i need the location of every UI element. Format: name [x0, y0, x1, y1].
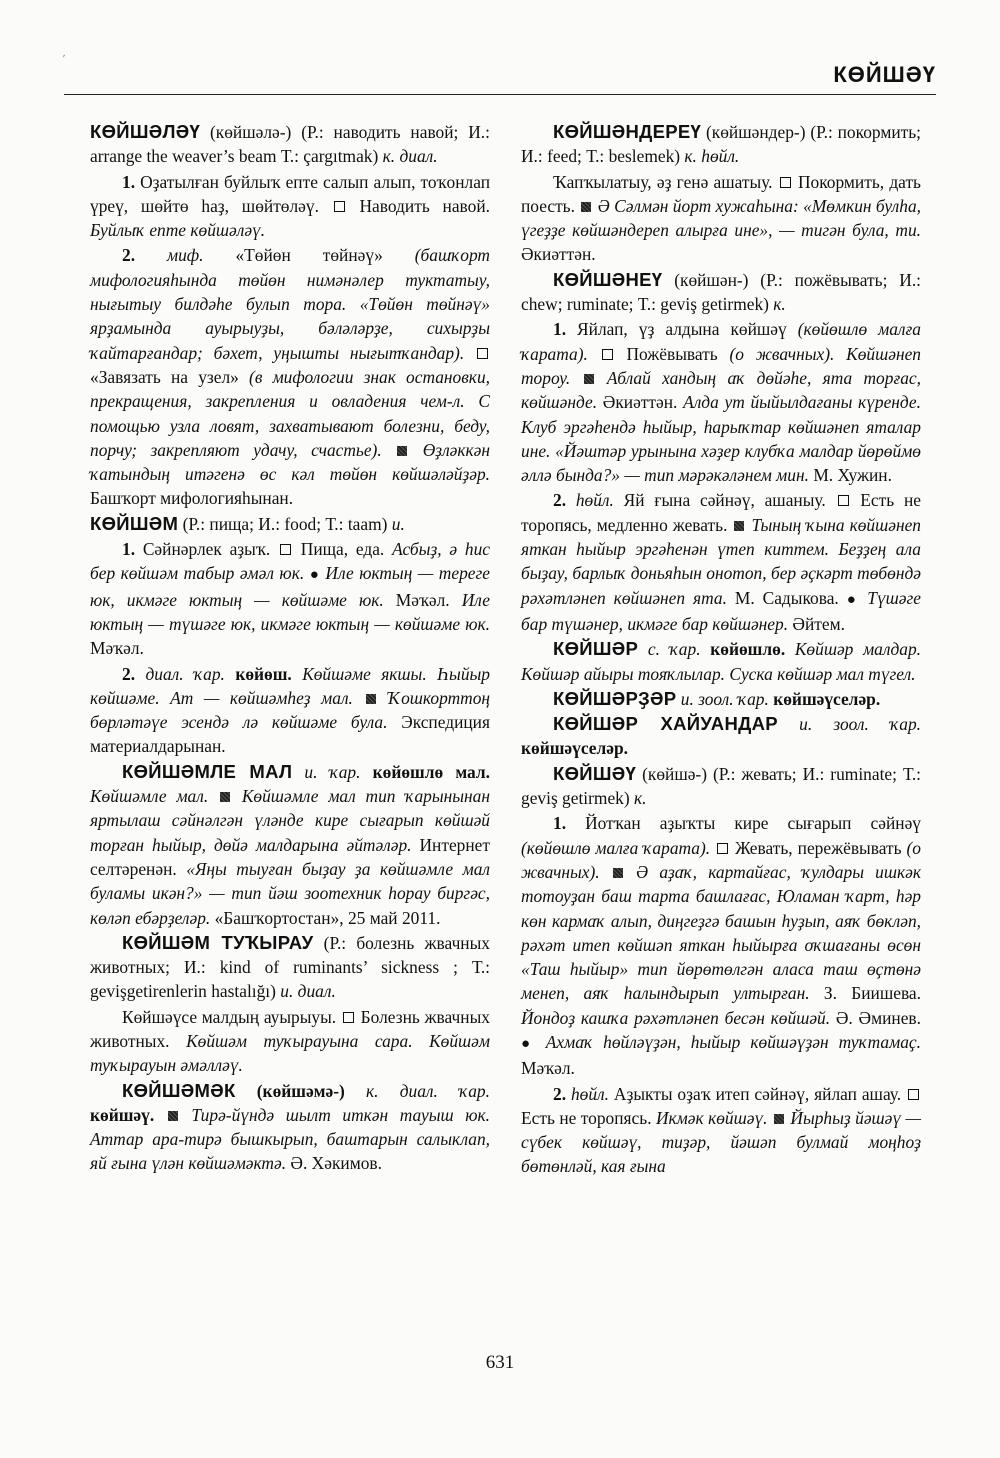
sense-1: 1. Сәйнәрлек аҙыҡ. Пища, еда. Асбыҙ, ә һис бер көйшәм табыр әмәл юк. ● Иле юктың — тереге юк, икмәге юктың — көйшәме юк. Мәҡәл. Иле юктың — түшәге юк, икмәге юктың — көйшәме юк. Мәҡәл. [90, 539, 491, 659]
square-icon [780, 177, 791, 188]
bullet-icon: ● [309, 567, 320, 584]
black-square-icon [774, 1114, 784, 1124]
page-number: 631 [485, 1352, 515, 1373]
left-column [90, 120, 490, 1177]
black-square-icon [397, 446, 407, 456]
sense-1: 1. Яйлап, үҙ алдына көйшәү (көйөшлө малға ҡарата). Пожёвывать (о жвачных). Көйшәнеп тороу. Аблай хандың аҡ дөйәһе, ята торғас, көйшәнде. Әкиәттән. Алда ут йыйылдағаны күренде. Клуб эргәһендә һыйыр, һарыҡтар көйшәнеп яталар ине. «Йәштәр урынына хәҙер клубҡа малдар йөрөймө әллә бында?» — тип мәрәкәләнем мин. М. Хужин. [521, 319, 921, 486]
sense-2: 2. миф. «Төйөн төйнәү» (башҡорт мифологияһында төйөн нимәнәлер туктатыу, нығытыу билдәһе булып тора. «Төйөн төйнәү» ярҙамында ауырыуҙы, бәләләрҙе, сихырҙы ҡайтарғандар; бәхет, уңышты нығытҡандар). «Завязать на узел» (в мифологии знак остановки, прекращения, закрепления и овладения чем-л. С помощью узла ловят, захватывают болезни, беду, порчу; закрепляют удачу, счастье). Өҙләккән ҡатындың итәгенә өс кәл төйөн көйшәләйҙәр. Башҡорт мифологияһынан. [90, 245, 490, 509]
sense-2: 2. диал. ҡар. көйөш. Көйшәме якшы. Һыйыр көйшәме. Ат — көйшәмһеҙ мал. Ҡошкорттоң бөрләтәүе эсендә лә көйшәме була. Экспедиция материалдарынан. [90, 663, 491, 757]
bullet-icon: ● [521, 1035, 536, 1052]
headword: КӨЙШӘР ХАЙУАНДАР [553, 713, 778, 735]
headword: КӨЙШӘР [553, 638, 639, 660]
black-square-icon [168, 1111, 178, 1121]
square-icon [602, 349, 613, 360]
square-icon [334, 201, 345, 212]
corner-mark: ´ [60, 52, 71, 67]
square-icon [838, 495, 849, 506]
entry-koyshamle-mal: КӨЙШӘМЛЕ МАЛ и. ҡар. көйөшлө мал. Көйшәмле мал. Көйшәмле мал тип ҡарынынан яртылаш сәйнәлгән үләнде кире сығарып көйшәй торған һыйыр, дөйә малдарына әйтәләр. Интернет селтәренән. «Яңы тыуған быҙау ҙа көйшәмле мал буламы икән?» — тип йәш зоотехник һорау биргәс, көләп ебәрҙеләр. «Башҡортостан», 25 май 2011. [90, 760, 491, 928]
black-square-icon [220, 792, 230, 802]
running-head: КӨЙШӘҮ [64, 62, 936, 95]
entry-koysham-tukyrau: КӨЙШӘМ ТУҠЫРАУ (Р.: болезнь жвачных животных; И.: kind of ruminants’ sickness ; Т.: gevişgetirenlerin hastalığı) и. диал. [90, 931, 490, 1002]
entry-koysham: КӨЙШӘМ (Р.: пища; И.: food; Т.: taam) и. [90, 512, 405, 534]
square-icon [717, 843, 728, 854]
entry-koyshaneu: КӨЙШӘНЕҮ (көйшән-) (Р.: пожёвывать; И.: chew; ruminate; Т.: geviş getirmek) к. [521, 268, 921, 315]
entry-koysharzar: КӨЙШӘРҘӘР и. зоол. ҡар. көйшәүселәр. [553, 687, 881, 709]
headword: КӨЙШӘНЕҮ [553, 268, 663, 290]
sense-2: 2. һөйл. Яй ғына сәйнәү, ашаныу. Есть не торопясь, медленно жевать. Тының ҡына көйшәнеп яткан һыйыр эргәһенән үтеп киттем. Беҙҙең ала быҙау, барлыҡ доньяһын онотоп, бер әҫкәрт төбөндә рәхәтләнеп көйшәнеп ята. М. Садыкова. ● Түшәге бар түшәнер, икмәге бар көйшәнер. Әйтем. [521, 490, 922, 634]
entry-koyshalau: КӨЙШӘЛӘҮ (көйшәлә-) (Р.: наводить навой; И.: arrange the weaver’s beam Т.: çargıtmak) к. диал. [90, 121, 490, 167]
headword: КӨЙШӘРҘӘР [553, 687, 677, 709]
black-square-icon [584, 374, 594, 384]
headword: КӨЙШӘҮ [553, 762, 637, 784]
square-icon [477, 348, 488, 359]
entry-koyshar: КӨЙШӘР с. ҡар. көйөшлө. Көйшәр малдар. Көйшәр айыры тояҡлылар. Суска көйшәр мал түгел. [521, 638, 921, 684]
entry-koyshamak: КӨЙШӘМӘК (көйшәмә-) к. диал. ҡар. көйшәү. Тирә-йүндә шылт иткән тауыш юк. Аттар ара-тирә бышкырып, баштарын салыклап, яй ғына үлән көйшәмәктә. Ә. Хәкимов. [90, 1079, 490, 1174]
sense-1: 1. Оҙатылған буйлыҡ епте салып алып, тоҡонлап үреү, шөйтө һаҙ, шөйтөләү. Наводить навой. Буйлыҡ епте көйшәләү. [90, 171, 490, 241]
square-icon [343, 1012, 354, 1023]
headword: КӨЙШӘНДЕРЕҮ [553, 121, 702, 142]
square-icon [280, 544, 291, 555]
entry-koyshau: КӨЙШӘҮ (көйшә-) (Р.: жевать; И.: ruminate; Т.: geviş getirmek) к. [521, 762, 921, 809]
sense-1: 1. Йотҡан аҙыҡты кире сығарып сәйнәү (көйөшлө малға ҡарата). Жевать, пережёвывать (о жвачных). Ә аҙаҡ, картайғас, ҡулдары ишкәк тотоуҙан баш тарта башлағас, Юламан ҡарт, һәр көн кармаҡ алып, диңгеҙгә башын һуҙып, аяҡ бөкләп, рәхәт итеп көйшәп яткан һыйырға оҡшағаны өсөн «Таш һыйыр» тип йөрөтөлгән аласа таш өҫтөнә менеп, аяҡ һалындырып ултырған. З. Биишева. Йондоҙ кашҡа рәхәтләнеп бесән көйшәй. Ә. Әминев. ● Ахмаҡ һөйләүҙән, һыйыр көйшәүҙән туҡтамаҫ. Мәҡәл. [521, 813, 921, 1079]
headword: КӨЙШӘМ ТУҠЫРАУ [122, 931, 314, 953]
black-square-icon [734, 521, 744, 531]
black-square-icon [581, 202, 591, 212]
entry-koyshanderau: КӨЙШӘНДЕРЕҮ (көйшәндер-) (Р.: покормить; И.: feed; Т.: beslemek) к. һөйл. [521, 121, 921, 167]
headword: КӨЙШӘЛӘҮ [90, 121, 201, 142]
square-icon [908, 1089, 919, 1100]
headword: КӨЙШӘМӘК [122, 1079, 236, 1101]
entry-koyshar-khaiuandar: КӨЙШӘР ХАЙУАНДАР и. зоол. ҡар. көйшәүселәр. [521, 713, 921, 759]
headword: КӨЙШӘМЛЕ МАЛ [122, 760, 293, 782]
black-square-icon [613, 868, 623, 878]
black-square-icon [366, 694, 376, 704]
sense-2: 2. һөйл. Аҙыкты оҙаҡ итеп сәйнәү, яйлап ашау. Есть не торопясь. Икмәк көйшәү. Йырһыҙ йәшәү — сүбек көйшәү, тиҙәр, йәшәп булмай моңһоҙ бөтөнләй, кая ғына [521, 1083, 921, 1177]
bullet-icon: ● [846, 591, 860, 608]
definition: Ҡапҡылатыу, әҙ генә ашатыу. Покормить, дать поесть. Ә Сәлмән йорт хужаһына: «Мөмкин булһа, үгеҙҙе көйшәндереп алырға ине», — тигән була, ти. Әкиәттән. [521, 171, 921, 265]
headword: КӨЙШӘМ [90, 512, 179, 534]
definition: Көйшәүсе малдың ауырыуы. Болезнь жвачных животных. Көйшәм туҡырауына сара. Көйшәм туҡырауын әмәлләү. [90, 1006, 490, 1076]
right-column [521, 120, 921, 1180]
